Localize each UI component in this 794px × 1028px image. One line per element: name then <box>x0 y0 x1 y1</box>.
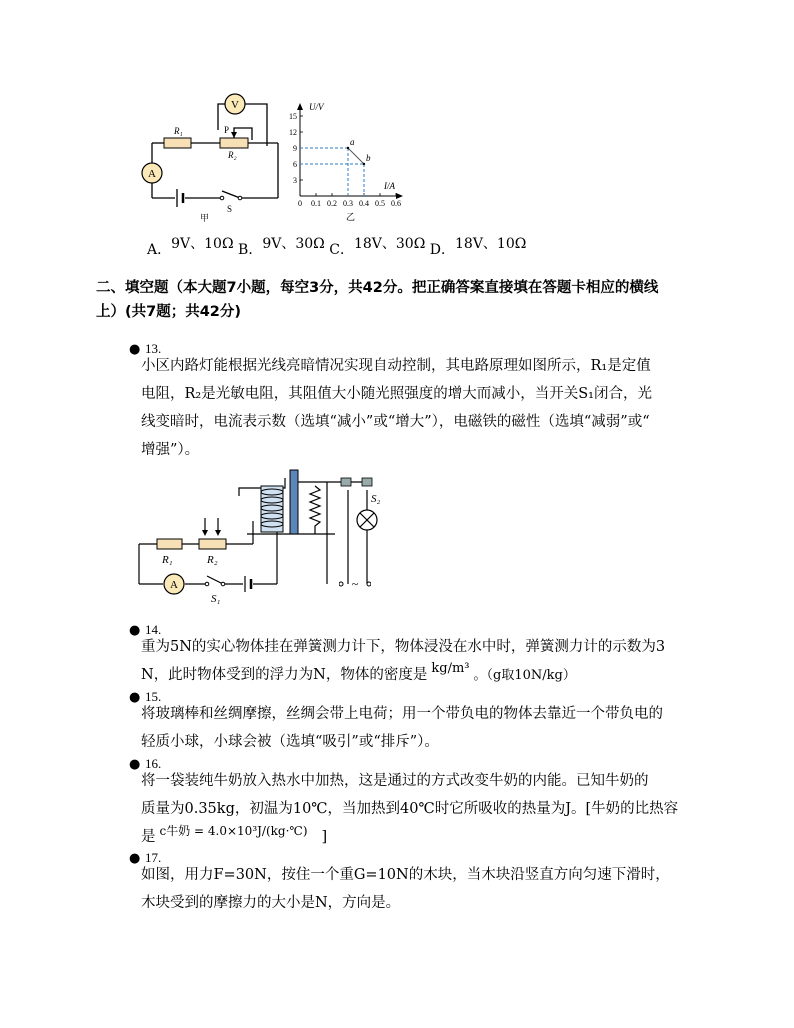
option-b[interactable]: B．9V、30Ω <box>238 236 325 258</box>
svg-text:~: ~ <box>351 577 359 591</box>
q15-number: 15. <box>145 689 162 704</box>
y-tick-label: 6 <box>293 160 297 169</box>
bullet: ● <box>129 851 141 866</box>
bullet: ● <box>129 690 141 705</box>
svg-text:S₁: S₁ <box>211 593 221 605</box>
q12-circuit-figure <box>130 88 290 223</box>
svg-text:S₂: S₂ <box>371 493 381 505</box>
x-tick-label: 0.6 <box>391 199 401 208</box>
x-tick-label: 0.3 <box>343 199 353 208</box>
x-tick-label: 0.1 <box>311 199 321 208</box>
point-a-label: a <box>350 137 355 147</box>
svg-text:I/A: I/A <box>384 181 395 191</box>
q14-number: 14. <box>145 622 162 637</box>
q12-r1-resistor <box>164 138 191 148</box>
x-tick-label: 0.2 <box>327 199 337 208</box>
q16-number: 16. <box>145 756 162 771</box>
bullet: ● <box>129 342 141 357</box>
svg-text:R₂: R₂ <box>207 554 218 566</box>
q15-text: 将玻璃棒和丝绸摩擦，丝绸会带上电荷；用一个带负电的物体去靠近一个带负电的 轻质小球，小球会被（选填“吸引”或“排斥”）。 <box>141 706 663 750</box>
point-a <box>347 147 349 149</box>
y-tick-label: 9 <box>293 144 297 153</box>
q12-ui-graph <box>286 100 411 225</box>
svg-text:P: P <box>224 125 230 135</box>
q13-circuit-figure <box>135 466 395 606</box>
svg-text:A: A <box>148 168 156 180</box>
q14-text: 重为5N的实心物体挂在弹簧测力计下，物体浸没在水中时，弹簧测力计的示数为3 N，此时物体受到的浮力为N，物体的密度是 kg/m³ 。（g取10N/kg） <box>141 639 666 683</box>
svg-text:U/V: U/V <box>309 102 324 112</box>
option-c[interactable]: C．18V、30Ω <box>329 236 426 258</box>
svg-text:R₁: R₁ <box>174 126 183 136</box>
q13-text: 小区内路灯能根据光线亮暗情况实现自动控制，其电路原理如图所示，R₁是定值 电阻，R₂是光敏电阻，其阻值大小随光照强度的增大而减小，当开关S₁闭合，光 线变暗时，电流表示数（选填“减小”或“增大”），电磁铁的磁性（选填“减弱”或“ 增强”）。 <box>141 358 652 458</box>
point-b <box>363 163 365 165</box>
svg-text:A: A <box>170 579 178 591</box>
q16-formula: c牛奶 = 4.0×10³J/(kg·℃) <box>159 824 308 838</box>
q13-r1-resistor <box>157 539 182 549</box>
q13-r2-resistor <box>199 539 226 549</box>
section2-heading: 二、填空题（本大题7小题，每空3分，共42分。把正确答案直接填在答题卡相应的横线 上）(共7题；共42分) <box>96 280 659 320</box>
option-d[interactable]: D．18V、10Ω <box>429 236 527 258</box>
q13-number: 13. <box>145 341 162 356</box>
q17-text: 如图，用力F=30N，按住一个重G=10N的木块，当木块沿竖直方向匀速下滑时， 木块受到的摩擦力的大小是N，方向是。 <box>141 867 670 911</box>
svg-text:R₁: R₁ <box>162 554 173 566</box>
q16-text: 将一袋装纯牛奶放入热水中加热，这是通过的方式改变牛奶的内能。已知牛奶的 质量为0.35kg，初温为10℃，当加热到40℃时它所吸收的热量为J。[牛奶的比热容 是 $^{c牛奶 = 4.0\times 10^3J/(kg\cdot℃)}$ ] <box>141 773 679 845</box>
point-b-label: b <box>366 153 371 163</box>
q12-options <box>147 236 526 264</box>
y-tick-label: 3 <box>293 176 297 185</box>
svg-text:乙: 乙 <box>346 212 356 222</box>
x-tick-label: 0 <box>298 199 302 208</box>
q17-number: 17. <box>145 850 162 865</box>
svg-text:R₂: R₂ <box>228 150 237 160</box>
y-tick-label: 15 <box>289 112 297 121</box>
svg-text:V: V <box>231 99 239 111</box>
option-a[interactable]: A．9V、10Ω <box>147 236 234 258</box>
svg-text:甲: 甲 <box>200 213 210 223</box>
x-tick-label: 0.5 <box>375 199 385 208</box>
y-tick-label: 12 <box>289 128 297 137</box>
svg-text:S: S <box>227 204 233 214</box>
bullet: ● <box>129 757 141 772</box>
x-tick-label: 0.4 <box>359 199 369 208</box>
bullet: ● <box>129 623 141 638</box>
q12-r2-resistor <box>220 138 248 148</box>
graph-segment-ab <box>348 148 364 164</box>
